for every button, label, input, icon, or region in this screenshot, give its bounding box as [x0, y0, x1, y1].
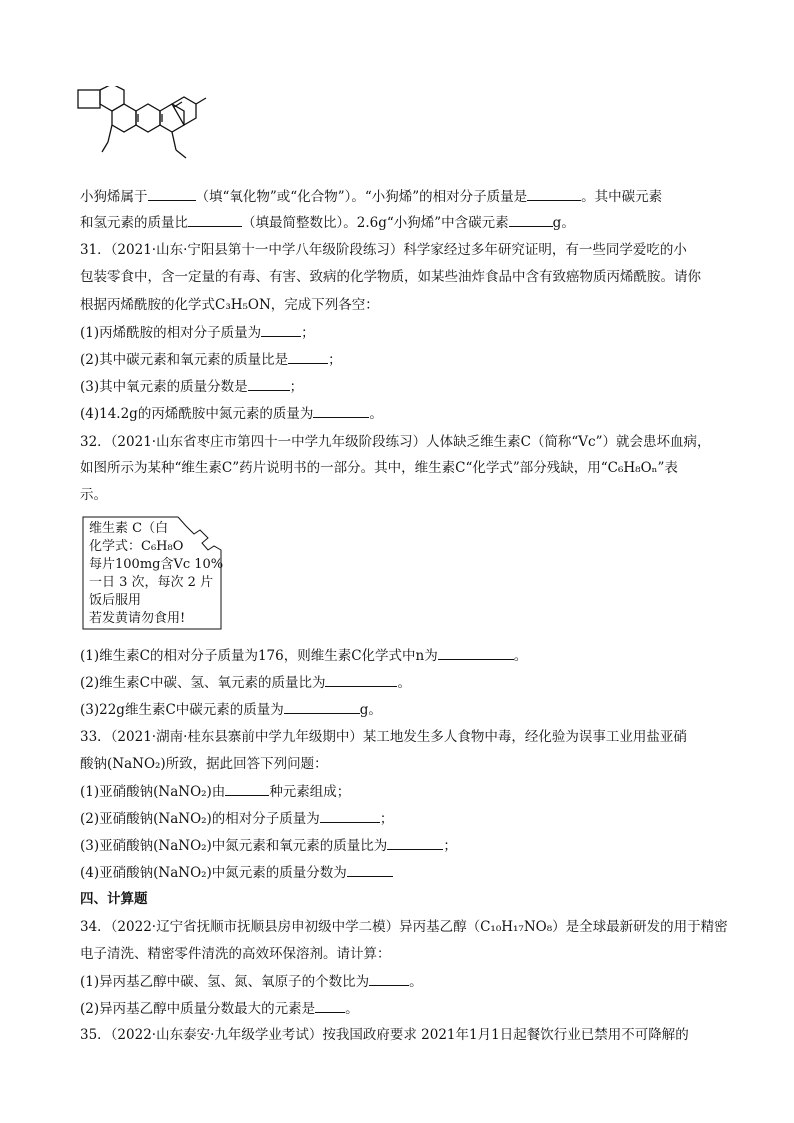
molecule-structure-diagram	[76, 86, 226, 170]
text-line: 小狗烯属于 （填“氧化物”或“化合物”）。“小狗烯”的相对分子质量是 。其中碳元素	[80, 186, 662, 207]
sub-question: (3)22g维生素C中碳元素的质量为 g。	[80, 699, 382, 720]
sub-question: (2)异丙基乙醇中质量分数最大的元素是 。	[80, 998, 359, 1019]
section-heading: 四、计算题	[80, 891, 148, 907]
text-line: 如图所示为某种“维生素C”药片说明书的一部分。其中，维生素C“化学式”部分残缺，用“C₆H₈Oₙ”表	[80, 460, 678, 476]
label-usage: 饭后服用	[89, 593, 142, 608]
answer-blank[interactable]	[188, 212, 242, 227]
sub-question: (1)维生素C的相对分子质量为176，则维生素C化学式中n为 。	[80, 645, 527, 666]
question-31: 31．（2021·山东·宁阳县第十一中学八年级阶段练习）科学家经过多年研究证明，有一些同学爱吃的小	[80, 242, 687, 258]
text-line: 酸钠(NaNO₂)所致，据此回答下列问题：	[80, 756, 328, 772]
question-35: 35．（2022·山东泰安·九年级学业考试）按我国政府要求 2021年1月1日起餐饮行业已禁用不可降解的	[80, 1027, 689, 1043]
sub-question: (2)亚硝酸钠(NaNO₂)的相对分子质量为 ；	[80, 808, 393, 829]
text-line: 包装零食中，含一定量的有毒、有害、致病的化学物质，如某些油炸食品中含有致癌物质丙烯酰胺。请你	[80, 269, 701, 285]
answer-blank[interactable]	[225, 781, 269, 796]
answer-blank[interactable]	[315, 998, 345, 1013]
question-34: 34．（2022·辽宁省抚顺市抚顺县房申初级中学二模）异丙基乙醇（C₁₀H₁₇NO₈）是全球最新研发的用于精密	[80, 919, 728, 935]
answer-blank[interactable]	[148, 186, 196, 201]
label-warning: 若发黄请勿食用!	[89, 611, 186, 626]
answer-blank[interactable]	[527, 186, 581, 201]
answer-blank[interactable]	[387, 835, 443, 850]
sub-question: (4)亚硝酸钠(NaNO₂)中氮元素的质量分数为	[80, 862, 393, 883]
text-line: 电子清洗、精密零件清洗的高效环保溶剂。请计算：	[80, 946, 391, 962]
answer-blank[interactable]	[369, 971, 409, 986]
sub-question: (3)其中氧元素的质量分数是 ；	[80, 376, 303, 397]
question-32: 32．（2021·山东省枣庄市第四十一中学九年级阶段练习）人体缺乏维生素C（简称“Vc”）就会患坏血病，	[80, 434, 711, 450]
label-title: 维生素 C（白	[89, 521, 169, 536]
answer-blank[interactable]	[248, 376, 290, 391]
label-formula: 化学式：C₆H₈O	[89, 539, 184, 554]
answer-blank[interactable]	[347, 862, 393, 877]
answer-blank[interactable]	[261, 322, 301, 337]
sub-question: (1)丙烯酰胺的相对分子质量为 ；	[80, 322, 315, 343]
sub-question: (4)14.2g的丙烯酰胺中氮元素的质量为 。	[80, 403, 383, 424]
text-line: 根据丙烯酰胺的化学式C₃H₅ON，完成下列各空：	[80, 297, 379, 313]
answer-blank[interactable]	[313, 403, 369, 418]
sub-question: (2)维生素C中碳、氢、氧元素的质量比为 。	[80, 672, 411, 693]
sub-question: (1)亚硝酸钠(NaNO₂)由 种元素组成；	[80, 781, 350, 802]
question-33: 33．（2021·湖南·桂东县寨前中学九年级期中）某工地发生多人食物中毒，经化验为误事工业用盐亚硝	[80, 729, 687, 745]
answer-blank[interactable]	[284, 699, 360, 714]
sub-question: (3)亚硝酸钠(NaNO₂)中氮元素和氧元素的质量比为 ；	[80, 835, 457, 856]
sub-question: (1)异丙基乙醇中碳、氢、氮、氧原子的个数比为 。	[80, 971, 423, 992]
vitamin-c-label-box	[82, 516, 222, 630]
answer-blank[interactable]	[288, 349, 328, 364]
answer-blank[interactable]	[325, 672, 397, 687]
answer-blank[interactable]	[509, 212, 553, 227]
sub-question: (2)其中碳元素和氧元素的质量比是 ；	[80, 349, 342, 370]
text-line: 和氢元素的质量比 （填最简整数比）。2.6g“小狗烯”中含碳元素 g。	[80, 212, 575, 233]
label-dosage: 一日 3 次，每次 2 片	[89, 575, 214, 590]
text-line: 示。	[80, 487, 107, 503]
answer-blank[interactable]	[320, 808, 380, 823]
answer-blank[interactable]	[438, 645, 514, 660]
label-content: 每片100mg含Vc 10%	[89, 557, 224, 572]
